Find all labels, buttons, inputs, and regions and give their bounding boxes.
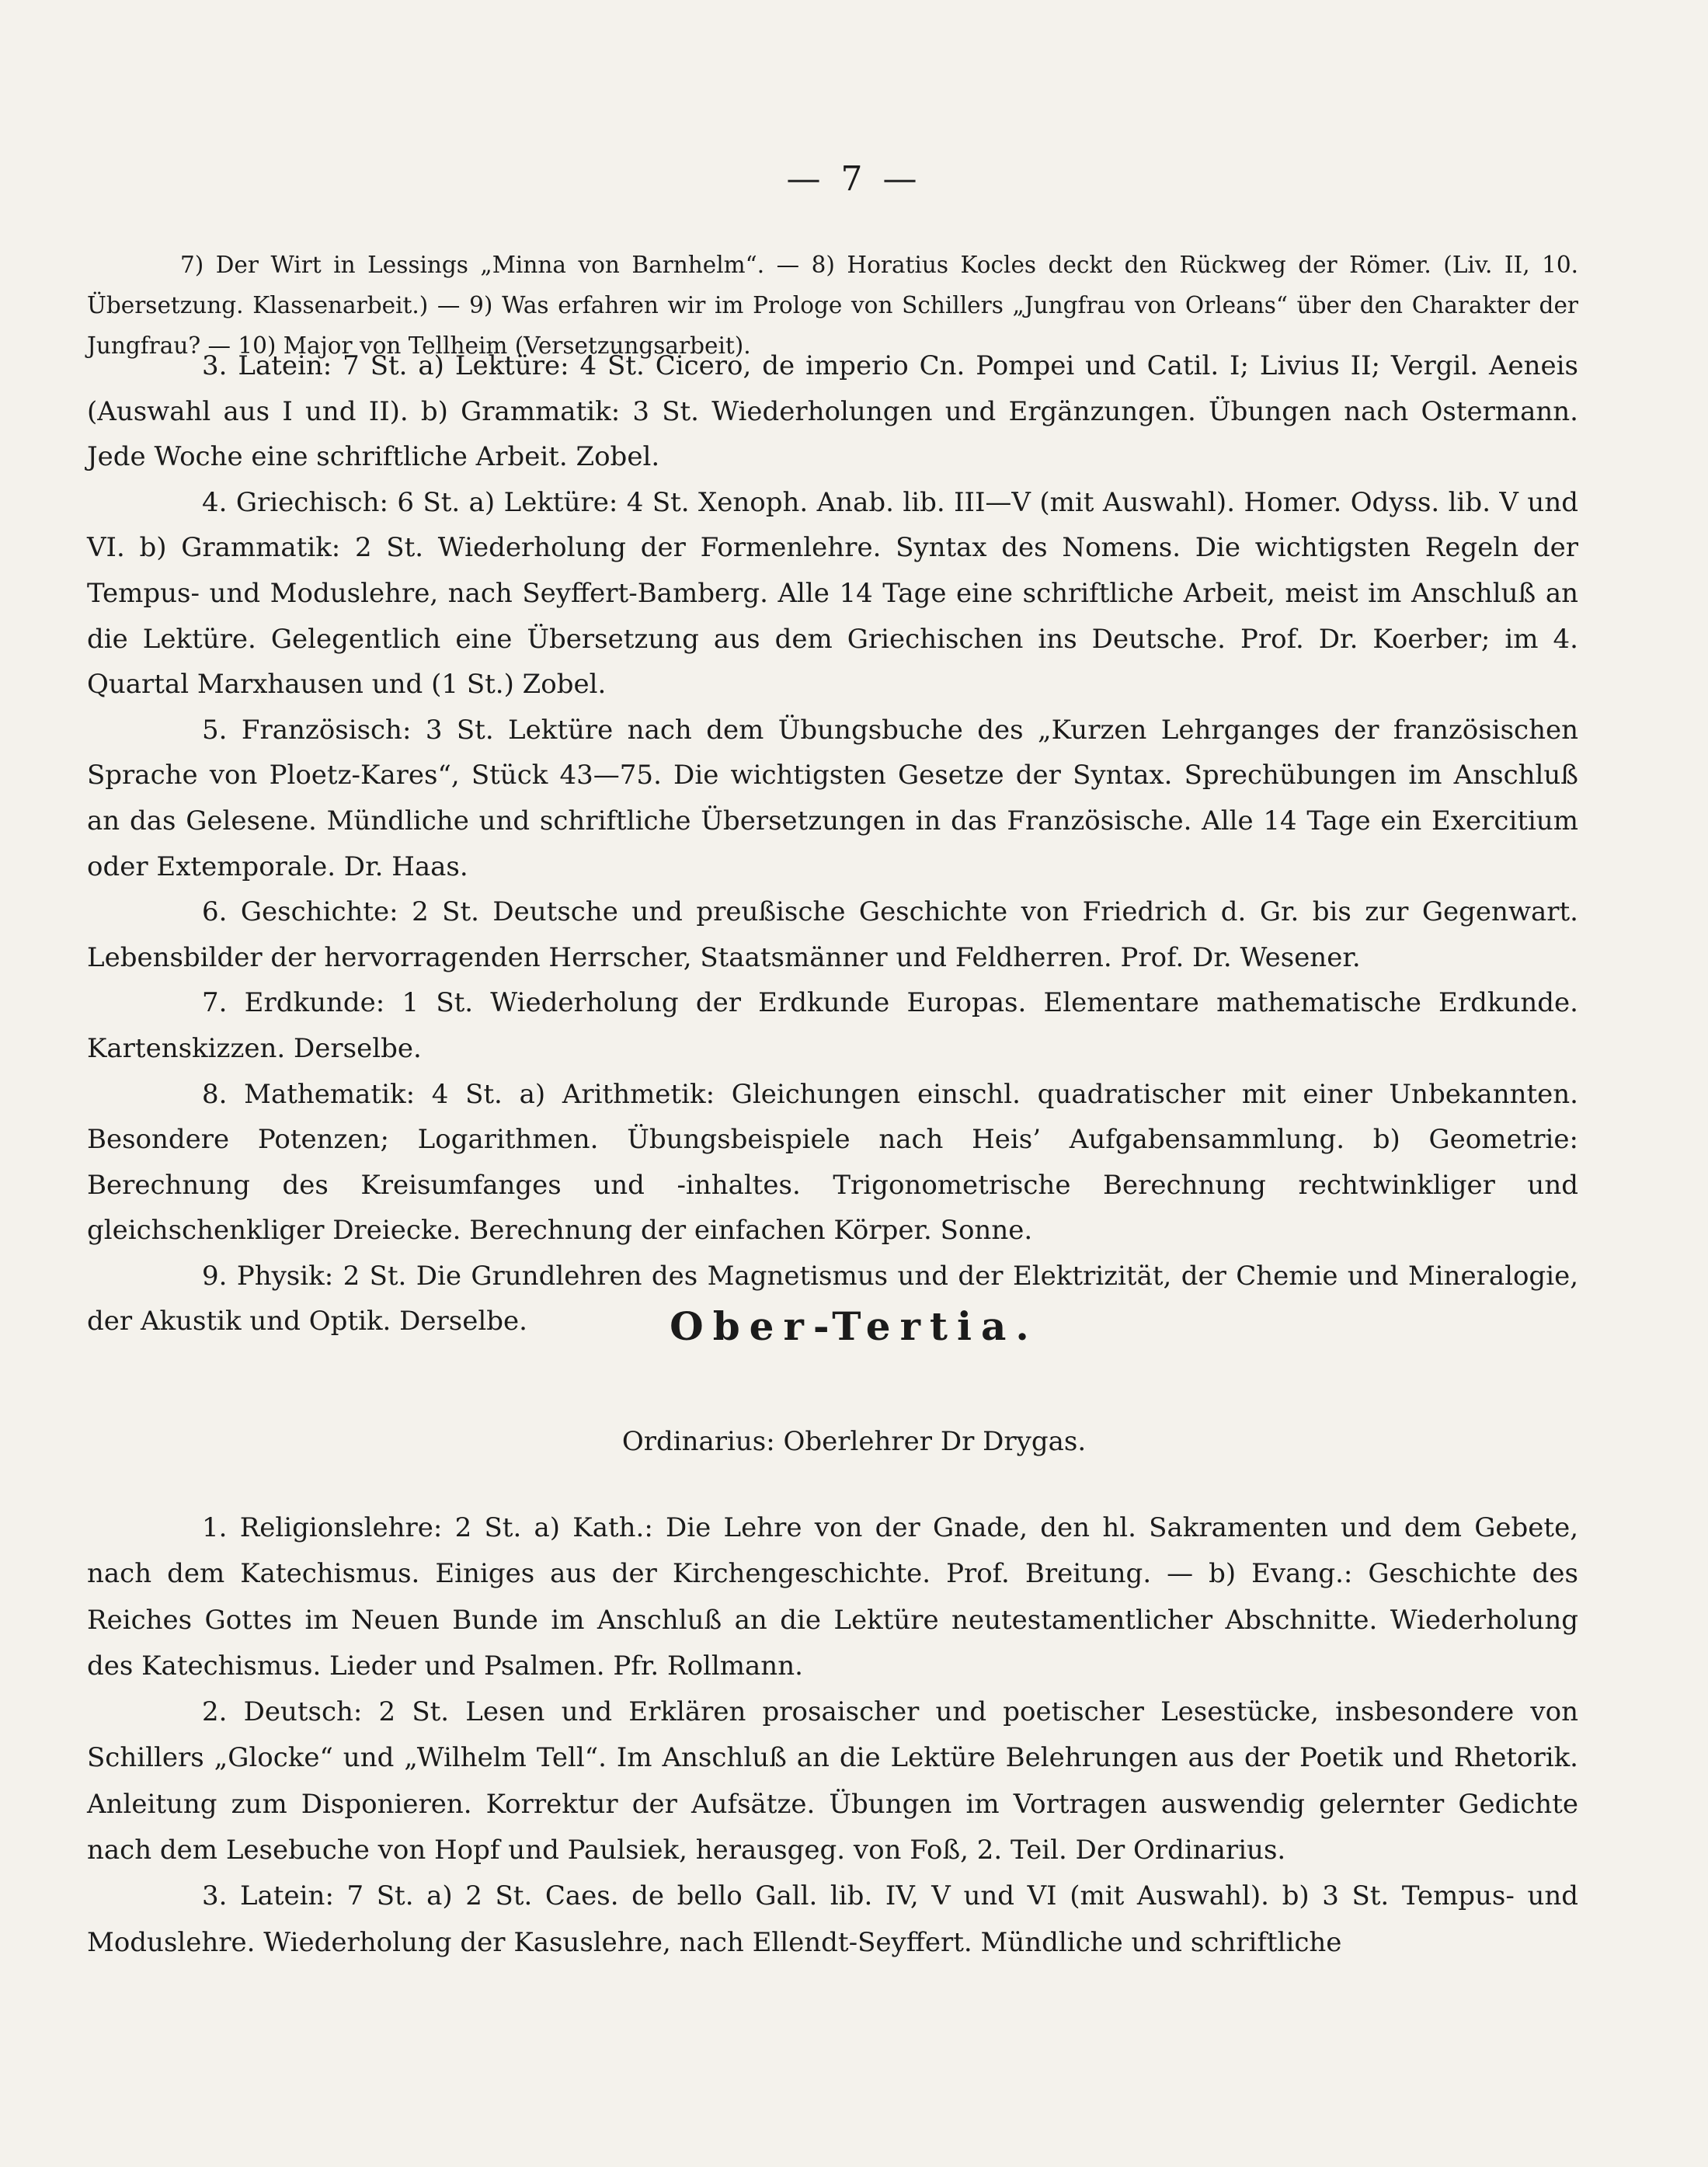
paragraph-latein-ober: 3. Latein: 7 St. a) 2 St. Caes. de bello Gall. lib. IV, V und VI (mit Auswahl). b) 3 St. Tempus- und Moduslehre. Wiederholung der Kasuslehre, nach Ellendt-Seyffert. Mündliche und schriftliche	[87, 1880, 1578, 1958]
unter-tertia-curriculum	[87, 343, 1578, 1344]
paragraph-franzoesisch: 5. Französisch: 3 St. Lektüre nach dem Übungsbuche des „Kurzen Lehrganges der französischen Sprache von Ploetz-Kares“, Stück 43—75. Die wichtigsten Gesetze der Syntax. Sprechübungen im Anschluß an das Gelesene. Mündliche und schriftliche Übersetzungen in das Französische. Alle 14 Tage ein Exercitium oder Extemporale. Dr. Haas.	[87, 714, 1578, 882]
paragraph-griechisch: 4. Griechisch: 6 St. a) Lektüre: 4 St. Xenoph. Anab. lib. III—V (mit Auswahl). Homer. Odyss. lib. V und VI. b) Grammatik: 2 St. Wiederholung der Formenlehre. Syntax des Nomens. Die wichtigsten Regeln der Tempus- und Moduslehre, nach Seyffert-Bamberg. Alle 14 Tage eine schriftliche Arbeit, meist im Anschluß an die Lektüre. Gelegentlich eine Übersetzung aus dem Griechischen ins Deutsche. Prof. Dr. Koerber; im 4. Quartal Marxhausen und (1 St.) Zobel.	[87, 486, 1578, 701]
ober-tertia-curriculum	[87, 1505, 1578, 1966]
class-heading: Ober-Tertia.	[670, 1303, 1038, 1349]
paragraph-geschichte: 6. Geschichte: 2 St. Deutsche und preußische Geschichte von Friedrich d. Gr. bis zur Gegenwart. Lebensbilder der hervorragenden Herrscher, Staatsmänner und Feldherren. Prof. Dr. Wesener.	[87, 896, 1578, 973]
paragraph-erdkunde: 7. Erdkunde: 1 St. Wiederholung der Erdkunde Europas. Elementare mathematische Erdkunde. Kartenskizzen. Derselbe.	[87, 987, 1578, 1064]
paragraph-religionslehre: 1. Religionslehre: 2 St. a) Kath.: Die Lehre von der Gnade, den hl. Sakramenten und dem Gebete, nach dem Katechismus. Einiges aus der Kirchengeschichte. Prof. Breitung. — b) Evang.: Geschichte des Reiches Gottes im Neuen Bunde im Anschluß an die Lektüre neutestamentlicher Abschnitte. Wiederholung des Katechismus. Lieder und Psalmen. Pfr. Rollmann.	[87, 1512, 1578, 1682]
ordinarius-line: Ordinarius: Oberlehrer Dr Drygas.	[621, 1426, 1087, 1457]
essay-topics-note: 7) Der Wirt in Lessings „Minna von Barnhelm“. — 8) Horatius Kocles deckt den Rückweg der Römer. (Liv. II, 10. Übersetzung. Klassenarbeit.) — 9) Was erfahren wir im Prologe von Schillers „Jungfrau von Orleans“ über den Charakter der Jungfrau? — 10) Major von Tellheim (Versetzungsarbeit).	[87, 252, 1578, 359]
page-number: — 7 —	[786, 159, 922, 199]
paragraph-physik: 9. Physik: 2 St. Die Grundlehren des Magnetismus und der Elektrizität, der Chemie und Mineralogie, der Akustik und Optik. Derselbe.	[87, 1260, 1578, 1337]
paragraph-latein: 3. Latein: 7 St. a) Lektüre: 4 St. Cicero, de imperio Cn. Pompei und Catil. I; Livius II; Vergil. Aeneis (Auswahl aus I und II). b) Grammatik: 3 St. Wiederholungen und Ergänzungen. Übungen nach Ostermann. Jede Woche eine schriftliche Arbeit. Zobel.	[87, 350, 1578, 473]
paragraph-deutsch: 2. Deutsch: 2 St. Lesen und Erklären prosaischer und poetischer Lesestücke, insbesondere von Schillers „Glocke“ und „Wilhelm Tell“. Im Anschluß an die Lektüre Belehrungen aus der Poetik und Rhetorik. Anleitung zum Disponieren. Korrektur der Aufsätze. Übungen im Vortragen auswendig gelernter Gedichte nach dem Lesebuche von Hopf und Paulsiek, herausgeg. von Foß, 2. Teil. Der Ordinarius.	[87, 1696, 1578, 1866]
paragraph-mathematik: 8. Mathematik: 4 St. a) Arithmetik: Gleichungen einschl. quadratischer mit einer Unbekannten. Besondere Potenzen; Logarithmen. Übungsbeispiele nach Heis’ Aufgabensammlung. b) Geometrie: Berechnung des Kreisumfanges und -inhaltes. Trigonometrische Berechnung rechtwinkliger und gleichschenkliger Dreiecke. Berechnung der einfachen Körper. Sonne.	[87, 1078, 1578, 1247]
